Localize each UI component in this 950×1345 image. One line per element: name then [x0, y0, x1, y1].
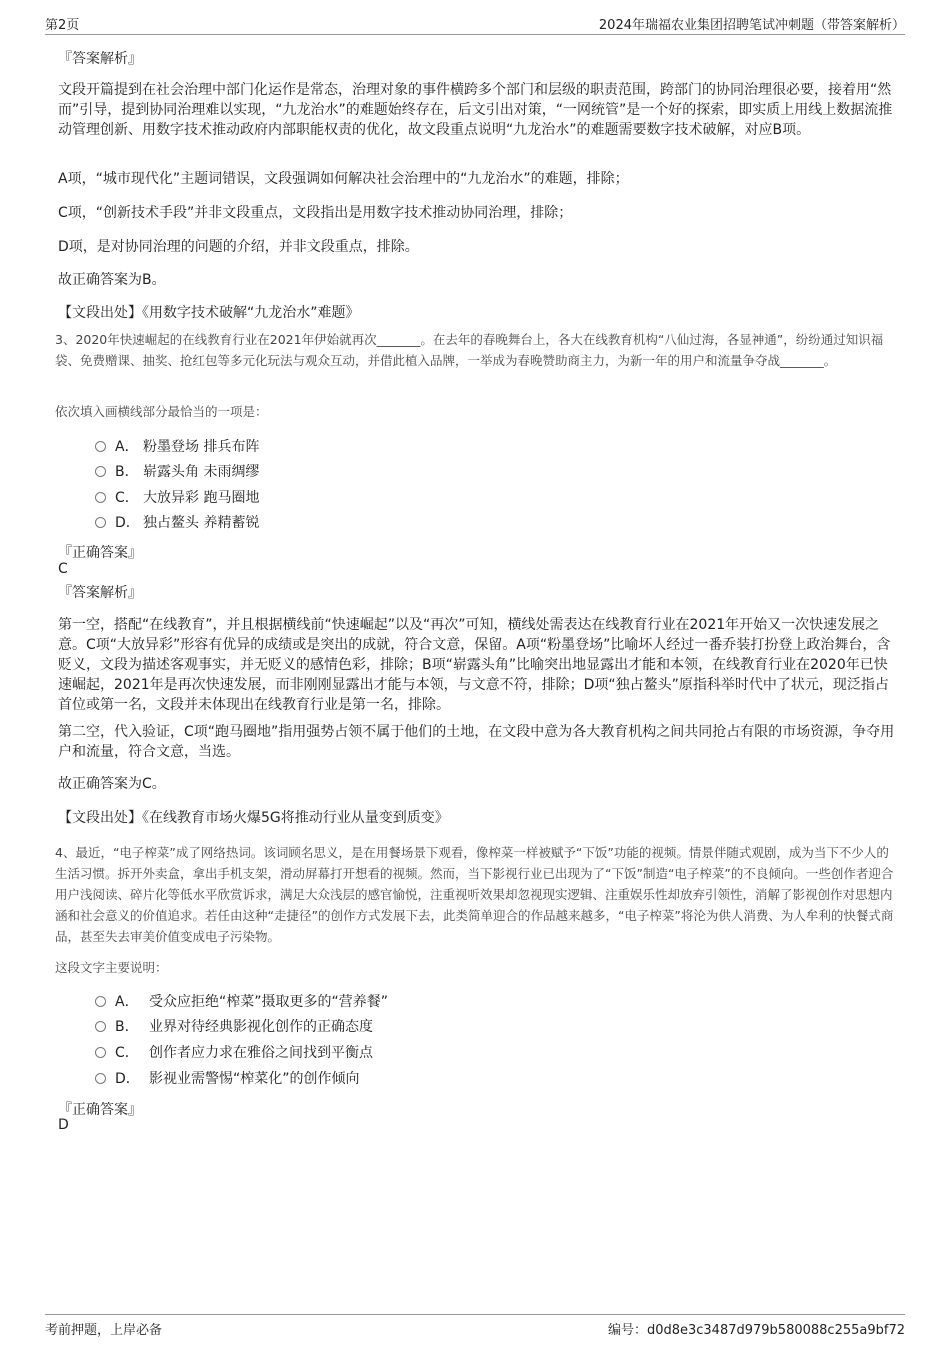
correct-answer: C	[58, 561, 68, 577]
analysis-option-c: C项，“创新技术手段”并非文段重点，文段指出是用数字技术推动协同治理，排除；	[58, 205, 573, 221]
radio-icon[interactable]	[95, 1073, 106, 1084]
question-prompt: 依次填入画横线部分最恰当的一项是：	[55, 404, 268, 419]
correct-answer-label: 『正确答案』	[58, 545, 142, 561]
source-citation: 【文段出处】《用数字技术破解“九龙治水”难题》	[58, 305, 360, 321]
option-d[interactable]: D． 独占鳌头 养精蓄锐	[95, 512, 259, 534]
option-a[interactable]: A． 粉墨登场 排兵布阵	[95, 436, 259, 458]
page-number: 第2页	[45, 18, 80, 33]
question-stem: 3、2020年快速崛起的在线教育行业在2021年伊始就再次_______。在去年的春晚舞台上，各大在线教育机构“八仙过海，各显神通”，纷纷通过知识福袋、免费赠课、抽奖、抢红包等多元化玩法与观众互动，并借此植入品牌，一举成为春晚赞助商主力，为新一年的用户和流量争夺战_______。	[55, 332, 884, 368]
option-b[interactable]: B． 崭露头角 未雨绸缪	[95, 461, 259, 483]
option-d[interactable]: D． 影视业需警惕“榨菜化”的创作倾向	[95, 1068, 360, 1090]
page-footer	[45, 1314, 905, 1338]
radio-icon[interactable]	[95, 996, 106, 1007]
option-c[interactable]: C． 大放异彩 跑马圈地	[95, 487, 259, 509]
option-a[interactable]: A． 受众应拒绝“榨菜”摄取更多的“营养餐”	[95, 991, 388, 1013]
document-serial: 编号：d0d8e3c3487d979b580088c255a9bf72	[607, 1323, 905, 1338]
question-stem: 4、最近，“电子榨菜”成了网络热词。该词顾名思义，是在用餐场景下观看，像榨菜一样被赋予“下饭”功能的视频。情景伴随式观剧，成为当下不少人的生活习惯。拆开外卖盒，拿出手机支架，滑动屏幕打开想看的视频。然而，当下影视行业已出现为了“下饭”制造“电子榨菜”的不良倾向。一些创作者迎合用户浅阅读、碎片化等低水平欣赏诉求，满足大众浅层的感官愉悦，注重视听效果却忽视现实逻辑、注重娱乐性却放弃引领性，消解了影视创作对思想内涵和社会意义的价值追求。若任由这种“走捷径”的创作方式发展下去，此类简单迎合的作品越来越多，“电子榨菜”将沦为供人消费、为人牟利的快餐式商品，甚至失去审美价值变成电子污染物。	[55, 845, 894, 944]
analysis-option-a: A项，“城市现代化”主题词错误，文段强调如何解决社会治理中的“九龙治水”的难题，排除；	[58, 171, 629, 187]
document-title: 2024年瑞福农业集团招聘笔试冲刺题（带答案解析）	[598, 18, 905, 33]
correct-answer-label: 『正确答案』	[58, 1102, 142, 1118]
footer-note: 考前押题，上岸必备	[45, 1323, 163, 1338]
correct-answer: D	[58, 1117, 69, 1133]
option-b[interactable]: B． 业界对待经典影视化创作的正确态度	[95, 1016, 373, 1038]
analysis-label: 『答案解析』	[58, 585, 142, 601]
source-citation: 【文段出处】《在线教育市场火爆5G将推动行业从量变到质变》	[58, 810, 449, 826]
page-header	[45, 14, 905, 35]
analysis-label: 『答案解析』	[58, 51, 142, 67]
radio-icon[interactable]	[95, 1021, 106, 1032]
question-prompt: 这段文字主要说明：	[55, 960, 168, 975]
answer-conclusion: 故正确答案为B。	[58, 272, 166, 288]
answer-conclusion: 故正确答案为C。	[58, 776, 166, 792]
analysis-paragraph: 文段开篇提到在社会治理中部门化运作是常态，治理对象的事件横跨多个部门和层级的职责范围，跨部门的协同治理很必要，接着用“然而”引导，提到协同治理难以实现，“九龙治水”的难题始终存在，后文引出对策，“一网统管”是一个好的探索，即实质上用线上数据流推动管理创新、用数字技术推动政府内部职能权责的优化，故文段重点说明“九龙治水”的难题需要数字技术破解，对应B项。	[58, 82, 893, 138]
radio-icon[interactable]	[95, 492, 106, 503]
option-c[interactable]: C． 创作者应力求在雅俗之间找到平衡点	[95, 1042, 373, 1064]
radio-icon[interactable]	[95, 466, 106, 477]
radio-icon[interactable]	[95, 441, 106, 452]
analysis-paragraph: 第一空，搭配“在线教育”，并且根据横线前“快速崛起”以及“再次”可知，横线处需表达在线教育行业在2021年开始又一次快速发展之意。C项“大放异彩”形容有优异的成绩或是突出的成就，符合文意，保留。A项“粉墨登场”比喻坏人经过一番乔装打扮登上政治舞台，含贬义，文段为描述客观事实，并无贬义的感情色彩，排除；B项“崭露头角”比喻突出地显露出才能和本领，在线教育行业在2020年已快速崛起，2021年是再次快速发展，而非刚刚显露出才能与本领，与文意不符，排除；D项“独占鳌头”原指科举时代中了状元，现泛指占首位或第一名，文段并未体现出在线教育行业是第一名，排除。	[58, 617, 891, 713]
analysis-option-d: D项，是对协同治理的问题的介绍，并非文段重点，排除。	[58, 239, 419, 255]
analysis-paragraph-2: 第二空，代入验证，C项“跑马圈地”指用强势占领不属于他们的土地，在文段中意为各大教育机构之间共同抢占有限的市场资源，争夺用户和流量，符合文意，当选。	[58, 724, 895, 760]
radio-icon[interactable]	[95, 1047, 106, 1058]
radio-icon[interactable]	[95, 517, 106, 528]
